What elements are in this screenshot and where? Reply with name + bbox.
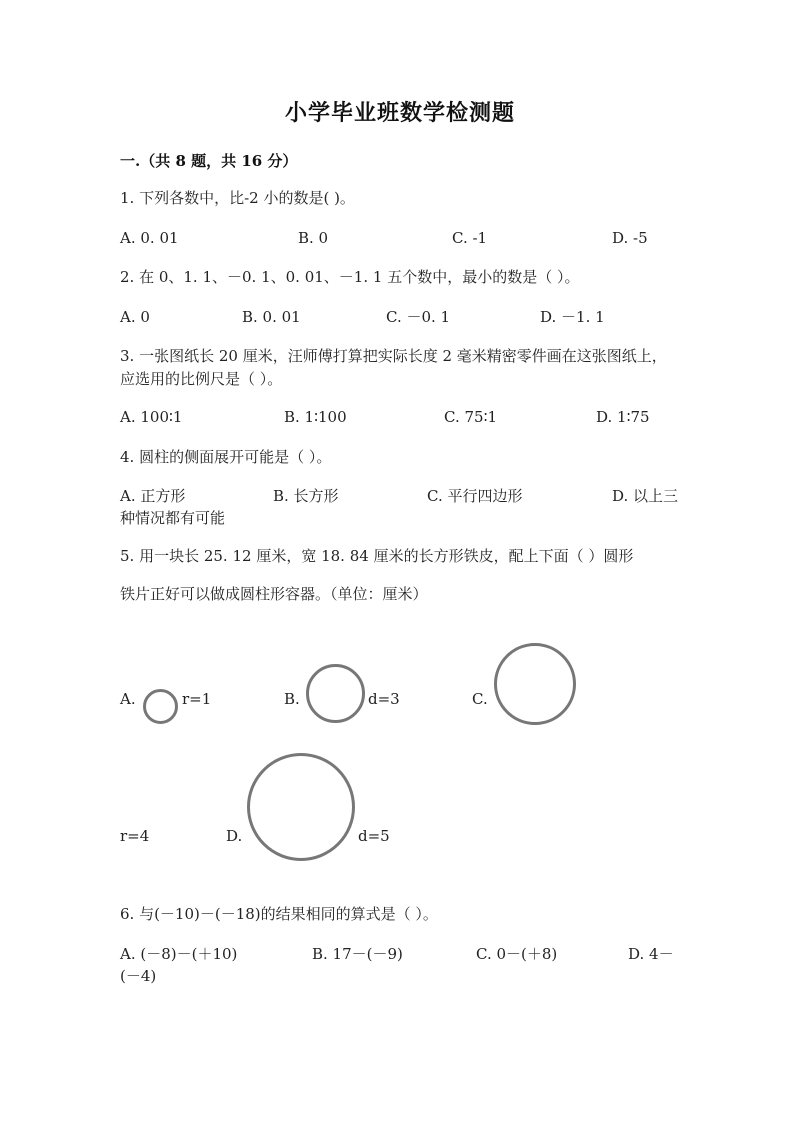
- question-4-text: 4. 圆柱的侧面展开可能是（ ）。: [120, 448, 332, 466]
- question-4-option-a[interactable]: A. 正方形: [120, 487, 186, 505]
- question-5-text-line1: 5. 用一块长 25. 12 厘米，宽 18. 84 厘米的长方形铁皮，配上下面（ ）圆形: [120, 547, 634, 565]
- question-2-option-c[interactable]: C. －0. 1: [386, 308, 451, 326]
- question-6-option-d[interactable]: D. 4－: [628, 945, 674, 963]
- figure-option-a-label[interactable]: A.: [120, 690, 136, 708]
- question-3-text: 3. 一张图纸长 20 厘米，汪师傅打算把实际长度 2 毫米精密零件画在这张图纸上，应选用的比例尺是（ ）。: [120, 347, 667, 388]
- circle-d-shape: [247, 753, 355, 861]
- figure-option-b-value: d=3: [368, 690, 400, 708]
- page-title: 小学毕业班数学检测题: [284, 100, 515, 126]
- question-3-option-b[interactable]: B. 1∶100: [284, 408, 347, 426]
- question-1-option-b[interactable]: B. 0: [298, 229, 329, 247]
- question-4-option-b[interactable]: B. 长方形: [273, 487, 339, 505]
- question-2-option-b[interactable]: B. 0. 01: [242, 308, 301, 326]
- circle-a-shape: [143, 689, 178, 724]
- question-4-option-d[interactable]: D. 以上三: [612, 487, 679, 505]
- figure-option-c-label[interactable]: C.: [472, 690, 488, 708]
- question-2-option-d[interactable]: D. －1. 1: [540, 308, 605, 326]
- question-1-option-d[interactable]: D. -5: [612, 229, 648, 247]
- figure-option-d-label[interactable]: D.: [226, 827, 243, 845]
- question-6-text: 6. 与(－10)－(－18)的结果相同的算式是（ ）。: [120, 905, 438, 923]
- circle-c-shape: [494, 643, 576, 725]
- circle-b-shape: [306, 664, 365, 723]
- question-4-option-c[interactable]: C. 平行四边形: [427, 487, 523, 505]
- figure-option-d-value: d=5: [358, 827, 390, 845]
- figure-option-b-label[interactable]: B.: [284, 690, 300, 708]
- figure-option-c-value: r=4: [120, 827, 150, 845]
- question-6-option-d-continued: (－4): [120, 967, 157, 985]
- question-3-option-d[interactable]: D. 1∶75: [596, 408, 650, 426]
- question-2-option-a[interactable]: A. 0: [120, 308, 150, 326]
- question-3-option-a[interactable]: A. 100∶1: [120, 408, 183, 426]
- question-2-text: 2. 在 0、1. 1、－0. 1、0. 01、－1. 1 五个数中，最小的数是（ ）。: [120, 268, 580, 286]
- question-3-option-c[interactable]: C. 75∶1: [444, 408, 498, 426]
- figure-option-a-value: r=1: [182, 690, 212, 708]
- question-1-option-a[interactable]: A. 0. 01: [120, 229, 179, 247]
- question-6-option-c[interactable]: C. 0－(＋8): [476, 945, 558, 963]
- question-1-option-c[interactable]: C. -1: [452, 229, 488, 247]
- question-5-text-line2: 铁片正好可以做成圆柱形容器。（单位：厘米）: [120, 585, 428, 603]
- question-6-option-a[interactable]: A. (－8)－(＋10): [120, 945, 238, 963]
- question-1-text: 1. 下列各数中，比-2 小的数是( )。: [120, 189, 355, 207]
- question-6-option-b[interactable]: B. 17－(－9): [312, 945, 403, 963]
- section-header: 一.（共 8 题，共 16 分）: [120, 152, 298, 170]
- question-4-option-d-continued: 种情况都有可能: [120, 509, 226, 527]
